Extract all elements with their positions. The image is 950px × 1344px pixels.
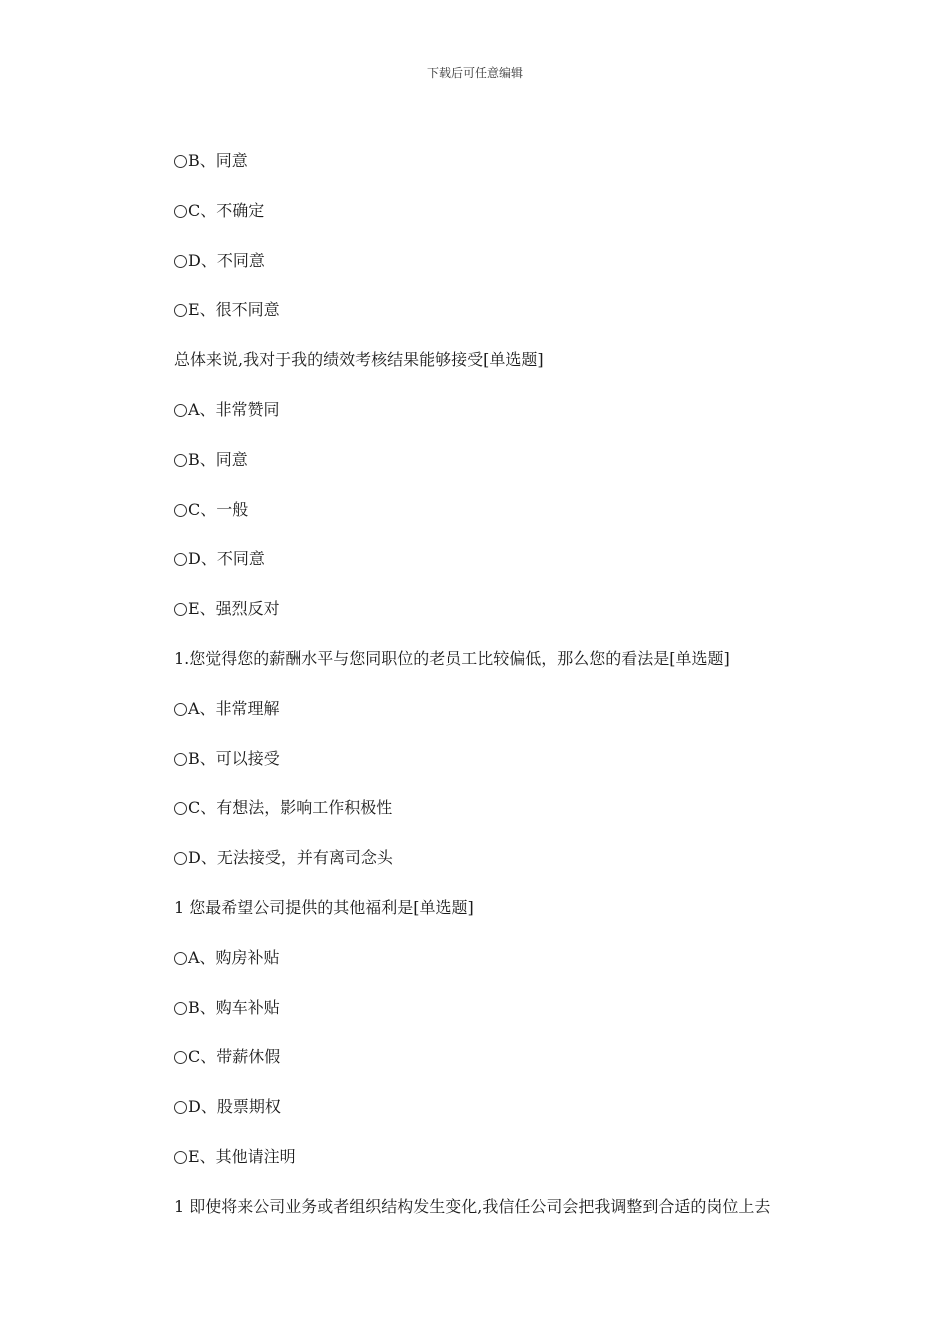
radio-circle-icon[interactable] — [174, 255, 187, 268]
survey-content — [174, 148, 854, 1244]
option-label: B、购车补贴 — [188, 997, 280, 1017]
option-item[interactable] — [174, 497, 854, 547]
option-item[interactable] — [174, 297, 854, 347]
option-label: B、同意 — [188, 449, 248, 469]
option-item[interactable] — [174, 845, 854, 895]
option-item[interactable] — [174, 596, 854, 646]
option-label: C、带薪休假 — [188, 1047, 281, 1067]
question-text: 1 您最希望公司提供的其他福利是[单选题] — [174, 897, 474, 917]
radio-circle-icon[interactable] — [174, 703, 187, 716]
option-item[interactable] — [174, 1094, 854, 1144]
option-item[interactable] — [174, 397, 854, 447]
option-label: D、无法接受，并有离司念头 — [188, 848, 393, 868]
radio-circle-icon[interactable] — [174, 504, 187, 517]
radio-circle-icon[interactable] — [174, 155, 187, 168]
question-text: 总体来说,我对于我的绩效考核结果能够接受[单选题] — [174, 350, 544, 370]
option-label: A、非常理解 — [188, 698, 280, 718]
option-label: E、强烈反对 — [188, 599, 280, 619]
radio-circle-icon[interactable] — [174, 1051, 187, 1064]
option-item[interactable] — [174, 148, 854, 198]
option-label: D、不同意 — [188, 250, 265, 270]
radio-circle-icon[interactable] — [174, 304, 187, 317]
radio-circle-icon[interactable] — [174, 952, 187, 965]
option-label: A、购房补贴 — [188, 947, 280, 967]
option-label: B、可以接受 — [188, 748, 280, 768]
option-item[interactable] — [174, 945, 854, 995]
radio-circle-icon[interactable] — [174, 1101, 187, 1114]
option-item[interactable] — [174, 746, 854, 796]
option-label: C、有想法，影响工作积极性 — [188, 798, 393, 818]
question-text: 1.您觉得您的薪酬水平与您同职位的老员工比较偏低，那么您的看法是[单选题] — [174, 648, 730, 668]
option-label: D、股票期权 — [188, 1097, 281, 1117]
option-item[interactable] — [174, 795, 854, 845]
radio-circle-icon[interactable] — [174, 753, 187, 766]
radio-circle-icon[interactable] — [174, 802, 187, 815]
option-label: C、不确定 — [188, 200, 265, 220]
option-label: D、不同意 — [188, 549, 265, 569]
radio-circle-icon[interactable] — [174, 454, 187, 467]
radio-circle-icon[interactable] — [174, 852, 187, 865]
option-item[interactable] — [174, 248, 854, 298]
radio-circle-icon[interactable] — [174, 553, 187, 566]
radio-circle-icon[interactable] — [174, 1002, 187, 1015]
radio-circle-icon[interactable] — [174, 603, 187, 616]
option-item[interactable] — [174, 696, 854, 746]
option-label: A、非常赞同 — [188, 399, 280, 419]
option-label: B、同意 — [188, 151, 248, 170]
option-item[interactable] — [174, 198, 854, 248]
page-header: 下载后可任意编辑 — [426, 66, 523, 80]
option-label: C、一般 — [188, 499, 249, 519]
option-item[interactable] — [174, 995, 854, 1045]
question-text: 1 即使将来公司业务或者组织结构发生变化,我信任公司会把我调整到合适的岗位上去 — [174, 1196, 771, 1216]
radio-circle-icon[interactable] — [174, 205, 187, 218]
option-item[interactable] — [174, 546, 854, 596]
radio-circle-icon[interactable] — [174, 404, 187, 417]
radio-circle-icon[interactable] — [174, 1151, 187, 1164]
option-item[interactable] — [174, 1044, 854, 1094]
option-item[interactable] — [174, 447, 854, 497]
option-label: E、其他请注明 — [188, 1146, 296, 1166]
option-label: E、很不同意 — [188, 300, 280, 320]
option-item[interactable] — [174, 1144, 854, 1194]
